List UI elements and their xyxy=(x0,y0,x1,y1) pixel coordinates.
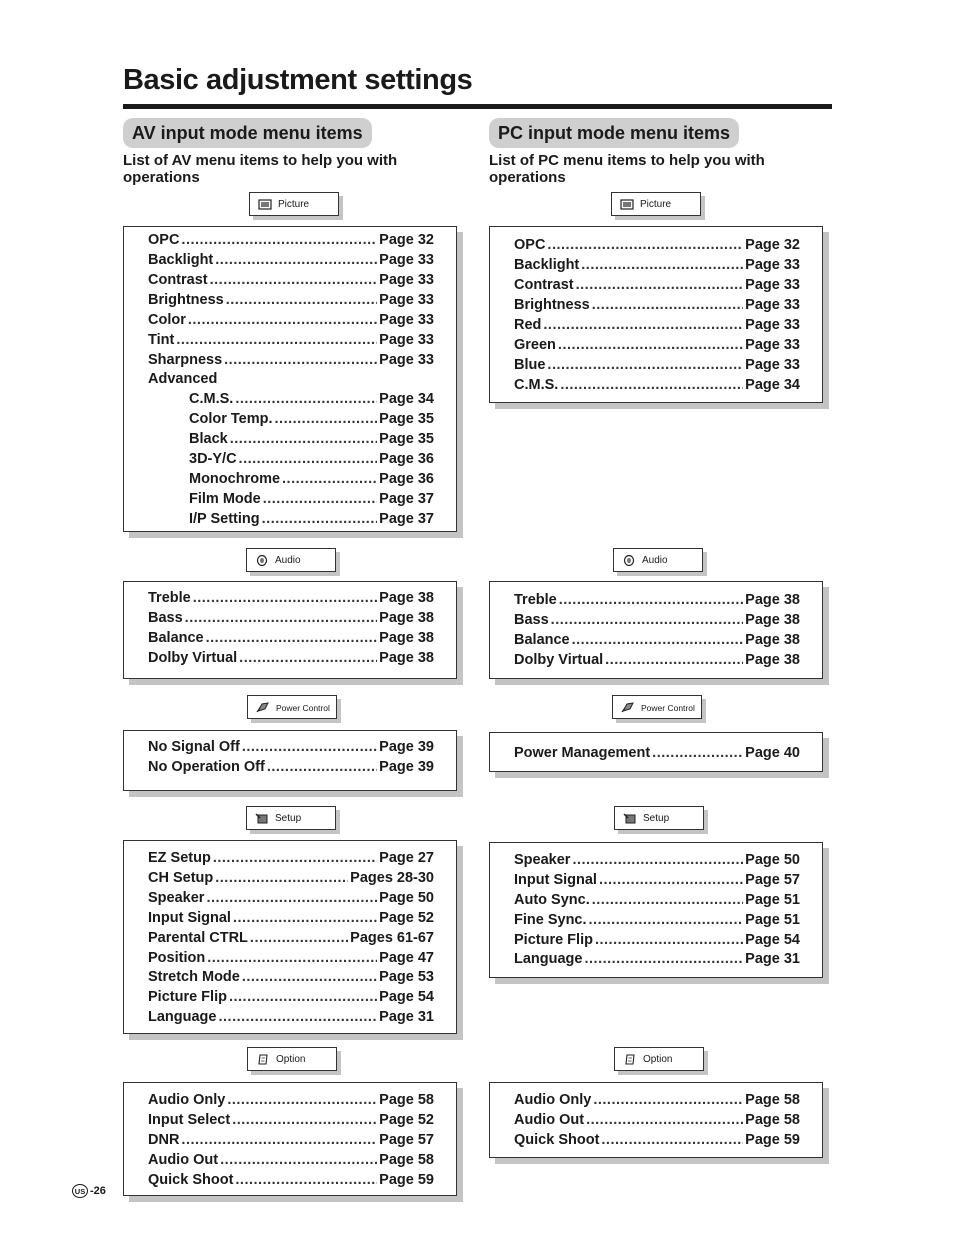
menu-item-page: Page 58 xyxy=(745,1092,800,1108)
menu-item-page: Page 58 xyxy=(379,1092,434,1108)
menu-item-page: Page 33 xyxy=(379,272,434,288)
menu-item-name: Picture Flip xyxy=(514,932,593,948)
menu-item-page: Page 36 xyxy=(379,451,434,467)
menu-item xyxy=(514,850,800,870)
menu-item-name: Language xyxy=(148,1009,217,1025)
menu-item-name: Contrast xyxy=(514,277,574,293)
menu-item-page: Page 33 xyxy=(745,277,800,293)
pc-setup-list xyxy=(489,842,823,978)
menu-item-name: Parental CTRL xyxy=(148,930,248,946)
menu-subitem xyxy=(189,469,434,489)
dot-leader xyxy=(589,910,744,930)
menu-item-name: Sharpness xyxy=(148,352,223,368)
pc-picture-tab xyxy=(611,192,701,216)
dot-leader xyxy=(275,409,378,429)
menu-item xyxy=(148,928,434,948)
menu-item-page: Page 31 xyxy=(379,1009,434,1025)
dot-leader xyxy=(263,489,377,509)
menu-item-name: Position xyxy=(148,950,206,966)
menu-item xyxy=(148,648,434,668)
dot-leader xyxy=(218,1007,377,1027)
menu-subitem xyxy=(189,429,434,449)
dot-leader xyxy=(543,315,743,335)
menu-item xyxy=(514,355,800,375)
menu-item-page: Page 33 xyxy=(745,297,800,313)
region-badge: US xyxy=(72,1184,88,1198)
menu-item-name: No Operation Off xyxy=(148,759,265,775)
menu-item xyxy=(514,235,800,255)
menu-item-page: Page 33 xyxy=(745,337,800,353)
menu-item xyxy=(148,310,434,330)
menu-item xyxy=(148,848,434,868)
menu-item-name: Treble xyxy=(514,592,557,608)
menu-item-page: Page 31 xyxy=(745,951,800,967)
dot-leader xyxy=(224,350,377,370)
menu-item xyxy=(514,375,800,395)
dot-leader xyxy=(215,868,348,888)
dot-leader xyxy=(560,375,743,395)
menu-item-page: Page 50 xyxy=(379,890,434,906)
dot-leader xyxy=(230,429,377,449)
menu-item-page: Page 39 xyxy=(379,739,434,755)
dot-leader xyxy=(547,355,743,375)
pc-section-heading: PC input mode menu items xyxy=(489,118,739,148)
av-setup-tab xyxy=(246,806,336,830)
menu-item-page: Page 33 xyxy=(379,252,434,268)
option-icon xyxy=(256,1054,270,1065)
av-power-control-tab-label: Power Control xyxy=(276,703,330,713)
power-control-icon xyxy=(621,702,635,713)
av-option-list xyxy=(123,1082,457,1196)
dot-leader xyxy=(250,928,348,948)
dot-leader xyxy=(239,648,377,668)
menu-item-page: Page 38 xyxy=(745,632,800,648)
menu-item-page: Page 47 xyxy=(379,950,434,966)
option-icon xyxy=(623,1054,637,1065)
pc-audio-tab-label: Audio xyxy=(642,555,668,566)
menu-item xyxy=(148,1170,434,1190)
pc-option-tab xyxy=(614,1047,704,1071)
menu-item-name: Language xyxy=(514,951,583,967)
av-audio-tab-label: Audio xyxy=(275,555,301,566)
setup-icon xyxy=(255,813,269,824)
dot-leader xyxy=(262,509,378,529)
menu-item-name: Picture Flip xyxy=(148,989,227,1005)
menu-item-page: Page 32 xyxy=(745,237,800,253)
page-title: Basic adjustment settings xyxy=(123,64,473,96)
menu-item-page: Page 52 xyxy=(379,1112,434,1128)
av-option-tab xyxy=(247,1047,337,1071)
menu-item-name: Dolby Virtual xyxy=(514,652,604,668)
av-audio-tab xyxy=(246,548,336,572)
menu-item-name: Speaker xyxy=(148,890,205,906)
menu-item xyxy=(148,628,434,648)
menu-item xyxy=(514,295,800,315)
dot-leader xyxy=(239,449,378,469)
menu-item-name: Audio Out xyxy=(148,1152,219,1168)
menu-item xyxy=(148,757,434,777)
menu-item-name: C.M.S. xyxy=(189,391,234,407)
menu-subitem xyxy=(189,509,434,529)
menu-item-page: Page 59 xyxy=(745,1132,800,1148)
dot-leader xyxy=(233,908,377,928)
menu-subitem xyxy=(189,389,434,409)
dot-leader xyxy=(595,930,743,950)
menu-item xyxy=(514,650,800,670)
menu-item-name: Backlight xyxy=(148,252,214,268)
menu-item-name: C.M.S. xyxy=(514,377,559,393)
dot-leader xyxy=(185,608,378,628)
dot-leader xyxy=(551,610,744,630)
menu-item-name: Input Signal xyxy=(148,910,231,926)
menu-item-name: Power Management xyxy=(514,745,651,761)
menu-item-page: Page 33 xyxy=(379,332,434,348)
menu-item xyxy=(514,949,800,969)
menu-item-page: Page 34 xyxy=(379,391,434,407)
menu-item-name: Tint xyxy=(148,332,175,348)
dot-leader xyxy=(181,1130,377,1150)
menu-item-page: Page 52 xyxy=(379,910,434,926)
dot-leader xyxy=(176,330,377,350)
menu-item-name: Balance xyxy=(514,632,570,648)
menu-item xyxy=(514,315,800,335)
menu-item-page: Page 38 xyxy=(379,590,434,606)
menu-item-name: Auto Sync. xyxy=(514,892,590,908)
pc-picture-list xyxy=(489,226,823,403)
av-power-control-list xyxy=(123,730,457,791)
dot-leader xyxy=(652,743,743,763)
menu-item xyxy=(514,1090,800,1110)
av-option-tab-label: Option xyxy=(276,1054,306,1065)
menu-item-name: Color Temp. xyxy=(189,411,273,427)
dot-leader xyxy=(547,235,743,255)
dot-leader xyxy=(592,890,743,910)
menu-item-name: Monochrome xyxy=(189,471,281,487)
menu-item-page: Page 51 xyxy=(745,912,800,928)
menu-item-name: Stretch Mode xyxy=(148,969,240,985)
menu-item-name: Backlight xyxy=(514,257,580,273)
dot-leader xyxy=(599,870,743,890)
dot-leader xyxy=(242,737,377,757)
menu-item-name: I/P Setting xyxy=(189,511,260,527)
menu-item-page: Page 38 xyxy=(379,610,434,626)
menu-item xyxy=(148,868,434,888)
dot-leader xyxy=(188,310,377,330)
menu-item-name: Red xyxy=(514,317,542,333)
menu-item-page: Page 37 xyxy=(379,491,434,507)
dot-leader xyxy=(558,335,743,355)
av-setup-list xyxy=(123,840,457,1034)
av-audio-list xyxy=(123,581,457,679)
dot-leader xyxy=(235,1170,377,1190)
menu-item-page: Page 57 xyxy=(745,872,800,888)
av-intro-text: List of AV menu items to help you with operations xyxy=(123,152,398,186)
menu-item-page: Page 39 xyxy=(379,759,434,775)
menu-item-name: Bass xyxy=(148,610,183,626)
pc-picture-tab-label: Picture xyxy=(640,199,672,210)
dot-leader xyxy=(220,1150,377,1170)
dot-leader xyxy=(181,230,377,250)
dot-leader xyxy=(226,290,377,310)
pc-power-control-list xyxy=(489,732,823,772)
menu-item xyxy=(148,967,434,987)
menu-item-name: Contrast xyxy=(148,272,208,288)
menu-item-page: Page 38 xyxy=(745,592,800,608)
menu-item-page: Page 53 xyxy=(379,969,434,985)
dot-leader xyxy=(215,250,377,270)
menu-item xyxy=(148,230,434,250)
menu-subitem xyxy=(189,449,434,469)
menu-item xyxy=(148,987,434,1007)
dot-leader xyxy=(584,949,743,969)
menu-item-page: Page 35 xyxy=(379,411,434,427)
pc-intro-text: List of PC menu items to help you with operations xyxy=(489,152,765,186)
menu-item-name: No Signal Off xyxy=(148,739,240,755)
menu-item xyxy=(148,1007,434,1027)
menu-item-page: Page 37 xyxy=(379,511,434,527)
menu-item xyxy=(148,948,434,968)
menu-item-name: Audio Only xyxy=(514,1092,592,1108)
dot-leader xyxy=(227,1090,377,1110)
menu-item-name: Treble xyxy=(148,590,191,606)
menu-item-name: Quick Shoot xyxy=(148,1172,234,1188)
dot-leader xyxy=(193,588,377,608)
menu-item xyxy=(148,1110,434,1130)
menu-item-page: Page 38 xyxy=(745,612,800,628)
menu-item xyxy=(148,1130,434,1150)
menu-item-name: Input Signal xyxy=(514,872,597,888)
menu-item xyxy=(514,930,800,950)
dot-leader xyxy=(242,967,377,987)
menu-item-page: Page 36 xyxy=(379,471,434,487)
menu-item-name: OPC xyxy=(148,232,180,248)
av-picture-tab xyxy=(249,192,339,216)
dot-leader xyxy=(559,590,743,610)
menu-item xyxy=(148,737,434,757)
menu-item-page: Page 38 xyxy=(379,650,434,666)
dot-leader xyxy=(605,650,743,670)
menu-item-name: CH Setup xyxy=(148,870,214,886)
menu-item-page: Page 51 xyxy=(745,892,800,908)
menu-item-name: Fine Sync. xyxy=(514,912,587,928)
power-control-icon xyxy=(256,702,270,713)
menu-item-page: Page 33 xyxy=(379,292,434,308)
menu-item-page: Page 32 xyxy=(379,232,434,248)
menu-item-name: OPC xyxy=(514,237,546,253)
menu-item-name: 3D-Y/C xyxy=(189,451,237,467)
dot-leader xyxy=(210,270,378,290)
pc-power-control-tab xyxy=(612,695,702,719)
menu-item-page: Pages 61-67 xyxy=(350,930,434,946)
pc-audio-list xyxy=(489,581,823,679)
av-section-heading: AV input mode menu items xyxy=(123,118,372,148)
menu-item-page: Page 38 xyxy=(745,652,800,668)
pc-setup-tab xyxy=(614,806,704,830)
pc-audio-tab xyxy=(613,548,703,572)
audio-icon xyxy=(255,555,269,566)
dot-leader xyxy=(235,389,377,409)
dot-leader xyxy=(206,628,378,648)
menu-item xyxy=(514,890,800,910)
page-footer xyxy=(72,1184,106,1198)
menu-item xyxy=(514,1110,800,1130)
picture-icon xyxy=(620,199,634,210)
menu-item-name: Quick Shoot xyxy=(514,1132,600,1148)
menu-item xyxy=(514,335,800,355)
menu-item-name: Audio Only xyxy=(148,1092,226,1108)
menu-item xyxy=(148,1090,434,1110)
dot-leader xyxy=(581,255,743,275)
pc-option-list xyxy=(489,1082,823,1158)
menu-item xyxy=(514,1130,800,1150)
av-power-control-tab xyxy=(247,695,337,719)
menu-item xyxy=(148,270,434,290)
menu-item-name: Brightness xyxy=(148,292,224,308)
menu-item-page: Page 35 xyxy=(379,431,434,447)
menu-item-name: Bass xyxy=(514,612,549,628)
pc-power-control-tab-label: Power Control xyxy=(641,703,695,713)
menu-item-page: Page 58 xyxy=(745,1112,800,1128)
menu-item xyxy=(514,870,800,890)
menu-item-name: Balance xyxy=(148,630,204,646)
menu-item-page: Page 33 xyxy=(745,257,800,273)
menu-subitem xyxy=(189,489,434,509)
setup-icon xyxy=(623,813,637,824)
dot-leader xyxy=(592,295,743,315)
title-rule xyxy=(123,104,832,109)
menu-item-name: Green xyxy=(514,337,556,353)
menu-item-name: Input Select xyxy=(148,1112,231,1128)
dot-leader xyxy=(572,850,743,870)
menu-item-page: Page 38 xyxy=(379,630,434,646)
menu-subitem xyxy=(189,409,434,429)
menu-item-page: Page 40 xyxy=(745,745,800,761)
pc-setup-tab-label: Setup xyxy=(643,813,670,824)
menu-group-advanced: Advanced xyxy=(148,371,218,387)
picture-icon xyxy=(258,199,272,210)
menu-item-name: Speaker xyxy=(514,852,571,868)
menu-item-page: Page 34 xyxy=(745,377,800,393)
menu-item-name: Dolby Virtual xyxy=(148,650,238,666)
menu-item xyxy=(514,743,800,763)
dot-leader xyxy=(267,757,377,777)
menu-item xyxy=(514,590,800,610)
menu-item-page: Pages 28-30 xyxy=(350,870,434,886)
menu-item-name: Audio Out xyxy=(514,1112,585,1128)
menu-item-page: Page 50 xyxy=(745,852,800,868)
dot-leader xyxy=(601,1130,743,1150)
pc-option-tab-label: Option xyxy=(643,1054,673,1065)
av-setup-tab-label: Setup xyxy=(275,813,302,824)
menu-item-name: Color xyxy=(148,312,186,328)
menu-item-name: EZ Setup xyxy=(148,850,211,866)
menu-item xyxy=(148,350,434,370)
menu-item xyxy=(514,255,800,275)
menu-item-page: Page 33 xyxy=(379,312,434,328)
menu-item xyxy=(148,908,434,928)
dot-leader xyxy=(593,1090,743,1110)
menu-item-page: Page 54 xyxy=(379,989,434,1005)
menu-item xyxy=(148,330,434,350)
menu-item-page: Page 58 xyxy=(379,1152,434,1168)
menu-item-page: Page 54 xyxy=(745,932,800,948)
dot-leader xyxy=(282,469,377,489)
menu-item-page: Page 33 xyxy=(379,352,434,368)
menu-item-name: Black xyxy=(189,431,228,447)
av-picture-tab-label: Picture xyxy=(278,199,310,210)
menu-item xyxy=(514,910,800,930)
menu-item xyxy=(148,888,434,908)
menu-item-name: Blue xyxy=(514,357,546,373)
menu-item xyxy=(148,588,434,608)
menu-item xyxy=(514,275,800,295)
menu-item xyxy=(148,608,434,628)
dot-leader xyxy=(576,275,744,295)
menu-item-name: DNR xyxy=(148,1132,180,1148)
menu-item-page: Page 27 xyxy=(379,850,434,866)
menu-item xyxy=(148,290,434,310)
dot-leader xyxy=(229,987,377,1007)
audio-icon xyxy=(622,555,636,566)
dot-leader xyxy=(207,948,377,968)
page-number: -26 xyxy=(90,1185,106,1197)
menu-item xyxy=(148,250,434,270)
dot-leader xyxy=(213,848,377,868)
menu-item-page: Page 33 xyxy=(745,317,800,333)
menu-item-name: Brightness xyxy=(514,297,590,313)
dot-leader xyxy=(206,888,377,908)
menu-item xyxy=(514,610,800,630)
menu-item-name: Film Mode xyxy=(189,491,261,507)
menu-item-page: Page 59 xyxy=(379,1172,434,1188)
menu-item xyxy=(514,630,800,650)
dot-leader xyxy=(572,630,744,650)
av-picture-list xyxy=(123,226,457,532)
dot-leader xyxy=(232,1110,377,1130)
menu-item xyxy=(148,1150,434,1170)
dot-leader xyxy=(586,1110,743,1130)
menu-item-page: Page 33 xyxy=(745,357,800,373)
menu-item-page: Page 57 xyxy=(379,1132,434,1148)
